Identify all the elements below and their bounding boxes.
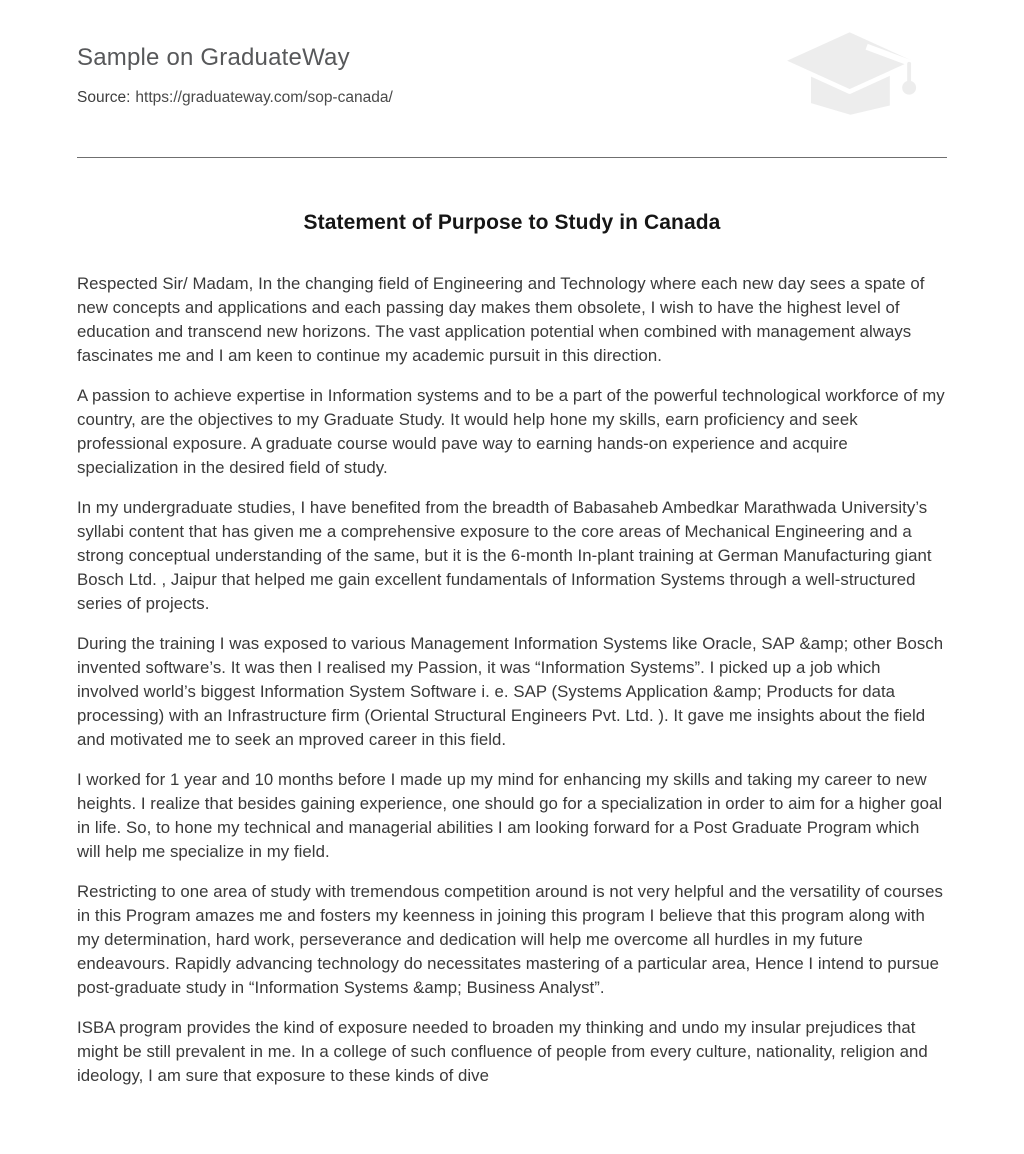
header-divider (77, 157, 947, 158)
essay-title: Statement of Purpose to Study in Canada (303, 211, 721, 234)
source-url-link[interactable]: https://graduateway.com/sop-canada/ (135, 89, 393, 106)
source-label: Source: (77, 89, 131, 106)
page-header (77, 0, 947, 110)
essay-body (77, 272, 947, 1088)
essay-paragraph-7: ISBA program provides the kind of exposure needed to broaden my thinking and undo my insular prejudices that might be still prevalent in me. In a college of such confluence of people from every culture, nationality, religion and ideology, I am sure that exposure to these kinds of dive (77, 1018, 928, 1085)
essay-paragraph-2: A passion to achieve expertise in Information systems and to be a part of the powerful technological workforce of my country, are the objectives to my Graduate Study. It would help hone my skills, earn proficiency and seek professional exposure. A graduate course would pave way to earning hands-on experience and acquire specialization in the desired field of study. (77, 386, 945, 477)
essay-paragraph-5: I worked for 1 year and 10 months before I made up my mind for enhancing my skills and taking my career to new heights. I realize that besides gaining experience, one should go for a specialization in order to aim for a higher goal in life. So, to hone my technical and managerial abilities I am looking forward for a Post Graduate Program which will help me specialize in my field. (77, 770, 943, 861)
essay-paragraph-3: In my undergraduate studies, I have benefited from the breadth of Babasaheb Ambedkar Marathwada University’s syllabi content that has given me a comprehensive exposure to the core areas of Mechanical Engineering and a strong conceptual understanding of the same, but it is the 6-month In-plant training at German Manufacturing giant Bosch Ltd. , Jaipur that helped me gain excellent fundamentals of Information Systems through a well-structured series of projects. (77, 498, 932, 613)
essay-content (77, 211, 947, 1088)
essay-paragraph-4: During the training I was exposed to various Management Information Systems like Oracle, SAP &amp; other Bosch invented software’s. It was then I realised my Passion, it was “Information Systems”. I picked up a job which involved world’s biggest Information System Software i. e. SAP (Systems Application &amp; Products for data processing) with an Infrastructure firm (Oriental Structural Engineers Pvt. Ltd. ). It gave me insights about the field and motivated me to seek an mproved career in this field. (77, 634, 944, 749)
graduation-cap-icon (777, 26, 947, 134)
essay-paragraph-1: Respected Sir/ Madam, In the changing field of Engineering and Technology where each new day sees a spate of new concepts and applications and each passing day makes them obsolete, I wish to have the highest level of education and transcend new horizons. The vast application potential when combined with management always fascinates me and I am keen to continue my academic pursuit in this direction. (77, 274, 925, 365)
essay-paragraph-6: Restricting to one area of study with tremendous competition around is not very helpful and the versatility of courses in this Program amazes me and fosters my keenness in joining this program I believe that this program along with my determination, hard work, perseverance and dedication will help me overcome all hurdles in my future endeavours. Rapidly advancing technology do necessitates mastering of a particular area, Hence I intend to pursue post-graduate study in “Information Systems &amp; Business Analyst”. (77, 882, 943, 997)
page-title: Sample on GraduateWay (77, 44, 350, 71)
